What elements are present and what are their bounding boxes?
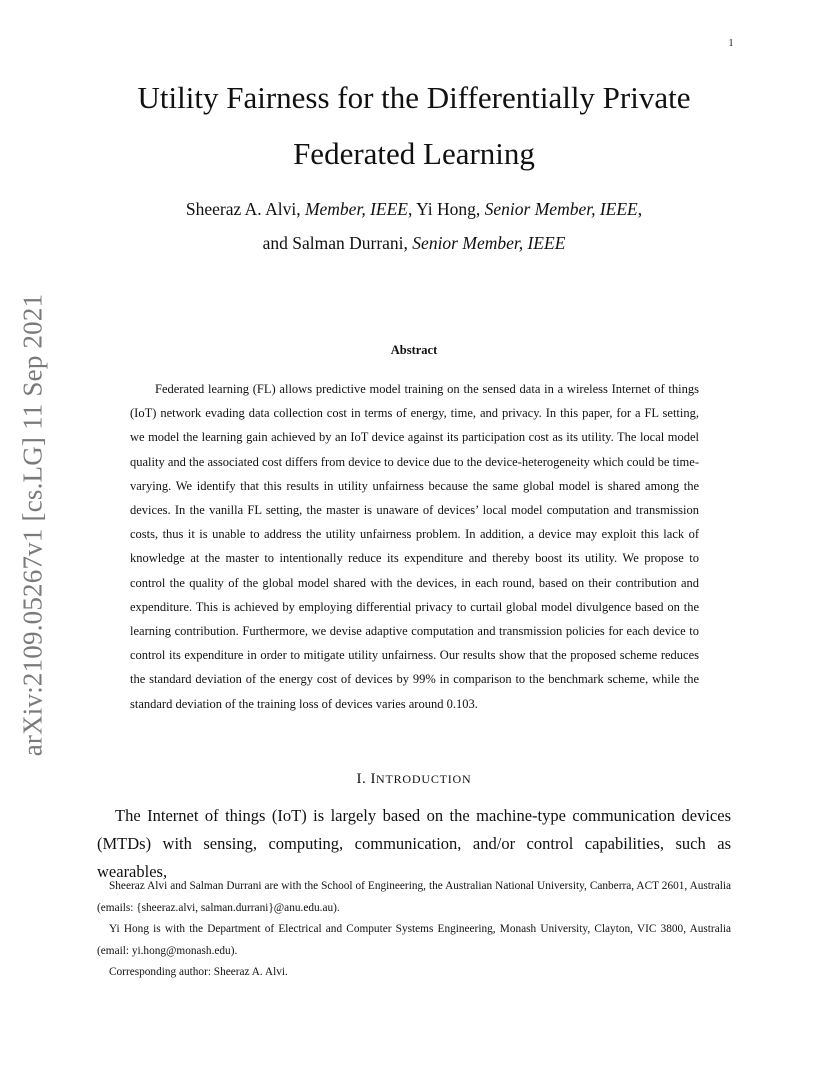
author-separator: , — [637, 199, 643, 219]
author-name: Sheeraz A. Alvi, — [185, 199, 305, 219]
abstract-text: Federated learning (FL) allows predictive model training on the sensed data in a wireless Internet of things (IoT) network evading data collection cost in terms of energy, time, and privacy. In this paper, for a FL setting, we model the learning gain achieved by an IoT device against its participation cost as its utility. The local model quality and the associated cost differs from device to device due to the device-heterogeneity which could be time-varying. We identify that this results in utility unfairness because the same global model is shared among the devices. In the vanilla FL setting, the master is unaware of devices’ local model computation and transmission costs, thus it is unable to address the utility unfairness problem. In addition, a device may exploit this lack of knowledge at the master to intentionally reduce its expenditure and thereby boost its utility. We propose to control the quality of the global model shared with the devices, in each round, based on their contribution and expenditure. This is achieved by employing differential privacy to curtail global model divulgence based on the learning contribution. Furthermore, we devise adaptive computation and transmission policies for each device to control its expenditure in order to mitigate utility unfairness. Our results show that the proposed scheme reduces the standard deviation of the energy cost of devices by 99% in comparison to the benchmark scheme, while the standard deviation of the training loss of devices varies around 0.103. — [130, 382, 699, 711]
footnotes — [97, 876, 731, 984]
section-title-smallcaps: NTRODUCTION — [376, 772, 472, 786]
title-line-2: Federated Learning — [293, 136, 535, 171]
author-list — [0, 192, 828, 260]
author-separator: , — [407, 199, 417, 219]
author-name: and Salman Durrani, — [262, 233, 413, 253]
footnote-affiliation-anu: Sheeraz Alvi and Salman Durrani are with the School of Engineering, the Australian National University, Canberra, ACT 2601, Australia (emails: {sheeraz.alvi, salman.durrani}@anu.edu.au). — [97, 880, 731, 914]
footnote-affiliation-monash: Yi Hong is with the Department of Electrical and Computer Systems Engineering, Monash University, Clayton, VIC 3800, Australia (email: yi.hong@monash.edu). — [97, 923, 731, 957]
arxiv-identifier-stamp: arXiv:2109.05267v1 [cs.LG] 11 Sep 2021 — [17, 293, 48, 757]
author-name: Yi Hong, — [416, 199, 485, 219]
title-line-1: Utility Fairness for the Differentially Private — [137, 80, 691, 115]
author-membership: Senior Member, IEEE — [484, 199, 638, 219]
footnote-corresponding-author: Corresponding author: Sheeraz A. Alvi. — [109, 966, 288, 978]
section-number: I. I — [356, 771, 377, 787]
introduction-paragraph: The Internet of things (IoT) is largely based on the machine-type communication devices (MTDs) with sensing, computing, communication, and/or control capabilities, such as wearables, — [97, 806, 731, 881]
abstract-heading: Abstract — [390, 343, 438, 357]
paper-title — [0, 70, 828, 182]
page-number: 1 — [728, 38, 734, 49]
section-heading-introduction — [0, 771, 828, 788]
author-membership: Member, IEEE — [304, 199, 408, 219]
author-membership: Senior Member, IEEE — [412, 233, 566, 253]
